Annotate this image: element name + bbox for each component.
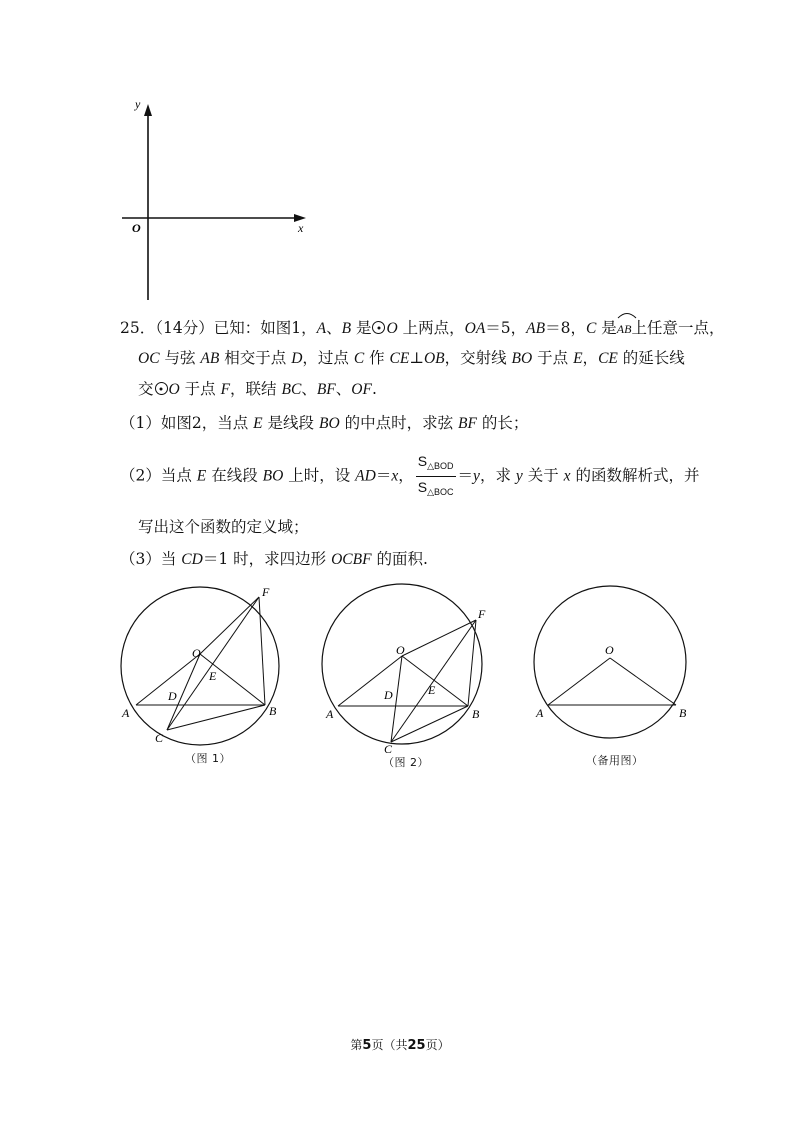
text-run: ， xyxy=(582,349,599,367)
figure-2-caption: （图 2） xyxy=(383,756,429,769)
var-y: y xyxy=(515,467,523,485)
question-2 xyxy=(120,452,699,501)
var-bo: BO xyxy=(262,467,284,485)
q2-text: ， xyxy=(398,466,414,485)
figure-1-caption: （图 1） xyxy=(185,752,231,765)
figure-3-caption: （备用图） xyxy=(586,754,644,767)
denominator-s: S xyxy=(417,479,428,495)
text-run: 相交于点 xyxy=(219,349,292,367)
var-y: y xyxy=(473,467,480,485)
q2-text: ＝ xyxy=(375,466,392,485)
denominator-sub: △BOC xyxy=(427,487,454,497)
numerator-sub: △BOD xyxy=(427,461,454,471)
math-variable: E xyxy=(573,350,583,367)
var-bf: BF xyxy=(316,381,336,398)
var-o: O xyxy=(168,381,180,398)
fig3-circle xyxy=(534,586,686,738)
problem-text: 、 xyxy=(335,380,352,398)
fig2-label-d: D xyxy=(384,688,393,702)
math-variable: E xyxy=(253,415,263,432)
text-run: ，交射线 xyxy=(444,349,512,367)
var-e: E xyxy=(196,467,207,485)
area-ratio-fraction xyxy=(416,452,456,501)
problem-text: 于点 xyxy=(179,380,221,398)
footer-text: 页） xyxy=(425,1038,450,1052)
math-variable: AB xyxy=(200,350,220,367)
var-of: OF xyxy=(351,381,372,398)
problem-text: 上两点， xyxy=(397,319,465,337)
text-run: （1）如图2，当点 xyxy=(120,414,254,432)
text-run: ＝1 时，求四边形 xyxy=(202,550,332,568)
q2-text: （2）当点 xyxy=(120,466,197,485)
fig3-segment-ob xyxy=(610,658,676,705)
problem-text: 、 xyxy=(301,380,317,398)
y-axis-arrow xyxy=(144,104,152,116)
fig1-segment-of xyxy=(200,597,259,654)
math-variable: OB xyxy=(423,350,445,367)
text-run: 与弦 xyxy=(159,349,201,367)
var-f: F xyxy=(220,381,231,398)
fig2-segment-bf xyxy=(468,620,476,706)
fig2-segment-bc xyxy=(391,706,468,742)
problem-points: （14分） xyxy=(155,319,214,337)
coordinate-axes-figure xyxy=(110,90,320,310)
math-variable: BO xyxy=(318,415,340,432)
problem-text: ＝8， xyxy=(545,319,586,337)
fig2-label-o: O xyxy=(396,643,405,657)
problem-text: 交 xyxy=(138,380,154,398)
figure-1 xyxy=(118,582,308,752)
text-run: ⊥ xyxy=(409,349,424,367)
var-c: C xyxy=(585,320,597,337)
var-bc: BC xyxy=(281,381,302,398)
text-run: ，过点 xyxy=(302,349,354,367)
question-3 xyxy=(120,548,428,571)
fig2-label-f: F xyxy=(478,607,486,621)
text-run: 的长； xyxy=(476,414,529,432)
circle-symbol-icon xyxy=(155,382,168,395)
fig1-segment-bf xyxy=(259,597,265,705)
math-variable: BO xyxy=(511,350,533,367)
numerator-s: S xyxy=(417,453,428,469)
fig1-label-b: B xyxy=(269,704,277,718)
var-o: O xyxy=(386,320,398,337)
problem-text: 是 xyxy=(596,319,617,337)
var-ab: AB xyxy=(526,320,546,337)
text-run: 是线段 xyxy=(262,414,319,432)
math-variable: C xyxy=(353,350,365,367)
arc-label: AB xyxy=(616,322,632,336)
var-x: x xyxy=(563,467,571,485)
x-axis-label: x xyxy=(298,221,304,235)
problem-text: 是 xyxy=(351,319,372,337)
var-ad: AD xyxy=(355,467,376,485)
footer-text: 页（共 xyxy=(371,1038,408,1052)
q2-text: 的函数解析式，并 xyxy=(570,466,700,485)
var-a: A xyxy=(316,320,327,337)
problem-text: . xyxy=(371,380,377,398)
text-run: 的面积. xyxy=(371,550,428,568)
fig2-segment-cf xyxy=(391,620,476,742)
math-variable: CE xyxy=(598,350,618,367)
fig1-label-a: A xyxy=(122,706,130,720)
math-variable: CE xyxy=(389,350,410,367)
arc-ab xyxy=(617,316,632,340)
problem-text: 、 xyxy=(326,319,342,337)
math-variable: OC xyxy=(138,350,160,367)
page-footer xyxy=(0,1036,800,1053)
q2-text: 在线段 xyxy=(206,466,263,485)
math-variable: OCBF xyxy=(331,551,372,568)
problem-text: ＝5， xyxy=(485,319,527,337)
fraction-numerator xyxy=(416,452,456,477)
q2-text: 关于 xyxy=(522,466,564,485)
problem-number: 25． xyxy=(120,319,156,337)
math-variable: BF xyxy=(458,415,477,432)
problem-line-3 xyxy=(138,378,377,401)
fig2-label-c: C xyxy=(384,742,393,755)
problem-text: 已知：如图1， xyxy=(213,319,317,337)
fig3-segment-oa xyxy=(548,658,610,705)
fig1-label-c: C xyxy=(155,731,164,745)
var-x: x xyxy=(391,467,399,485)
fig2-label-b: B xyxy=(472,707,480,721)
origin-label: O xyxy=(132,221,141,235)
text-run: （3）当 xyxy=(120,550,182,568)
problem-text: ，联结 xyxy=(230,380,282,398)
text-run: 的中点时，求弦 xyxy=(339,414,459,432)
arc-icon xyxy=(617,311,637,319)
figure-2 xyxy=(318,580,518,755)
q2-text: ，求 xyxy=(479,466,516,485)
text-run: 作 xyxy=(364,349,390,367)
text-run: 于点 xyxy=(532,349,574,367)
problem-line-1 xyxy=(120,316,724,340)
var-oa: OA xyxy=(464,320,486,337)
fig2-segment-ob xyxy=(402,656,468,706)
problem-text: 上任意一点， xyxy=(631,319,725,337)
fraction-denominator xyxy=(416,477,456,501)
fig2-segment-of xyxy=(402,620,476,656)
fig1-label-f: F xyxy=(262,585,270,599)
fig1-label-d: D xyxy=(168,689,177,703)
circle-symbol-icon xyxy=(372,321,385,334)
fig3-label-b: B xyxy=(679,706,687,720)
y-axis-label: y xyxy=(135,97,141,111)
question-1 xyxy=(120,412,528,435)
fig3-label-o: O xyxy=(605,643,614,657)
q2-text: ＝ xyxy=(457,466,474,485)
figure-3 xyxy=(530,580,700,745)
math-variable: CD xyxy=(181,551,203,568)
math-variable: D xyxy=(291,350,303,367)
text-run: 的延长线 xyxy=(617,349,685,367)
fig3-label-a: A xyxy=(536,706,544,720)
q2-text: 上时，设 xyxy=(283,466,356,485)
fig1-label-o: O xyxy=(192,646,201,660)
problem-line-2 xyxy=(138,347,685,370)
fig1-label-e: E xyxy=(209,669,217,683)
footer-text: 第 xyxy=(350,1038,363,1052)
var-b: B xyxy=(341,320,352,337)
current-page: 5 xyxy=(362,1038,372,1053)
fig2-circle xyxy=(322,584,482,744)
question-2-line-2: 写出这个函数的定义域； xyxy=(138,518,309,536)
fig2-label-a: A xyxy=(326,707,334,721)
fig2-label-e: E xyxy=(428,683,436,697)
total-pages: 25 xyxy=(407,1038,426,1053)
